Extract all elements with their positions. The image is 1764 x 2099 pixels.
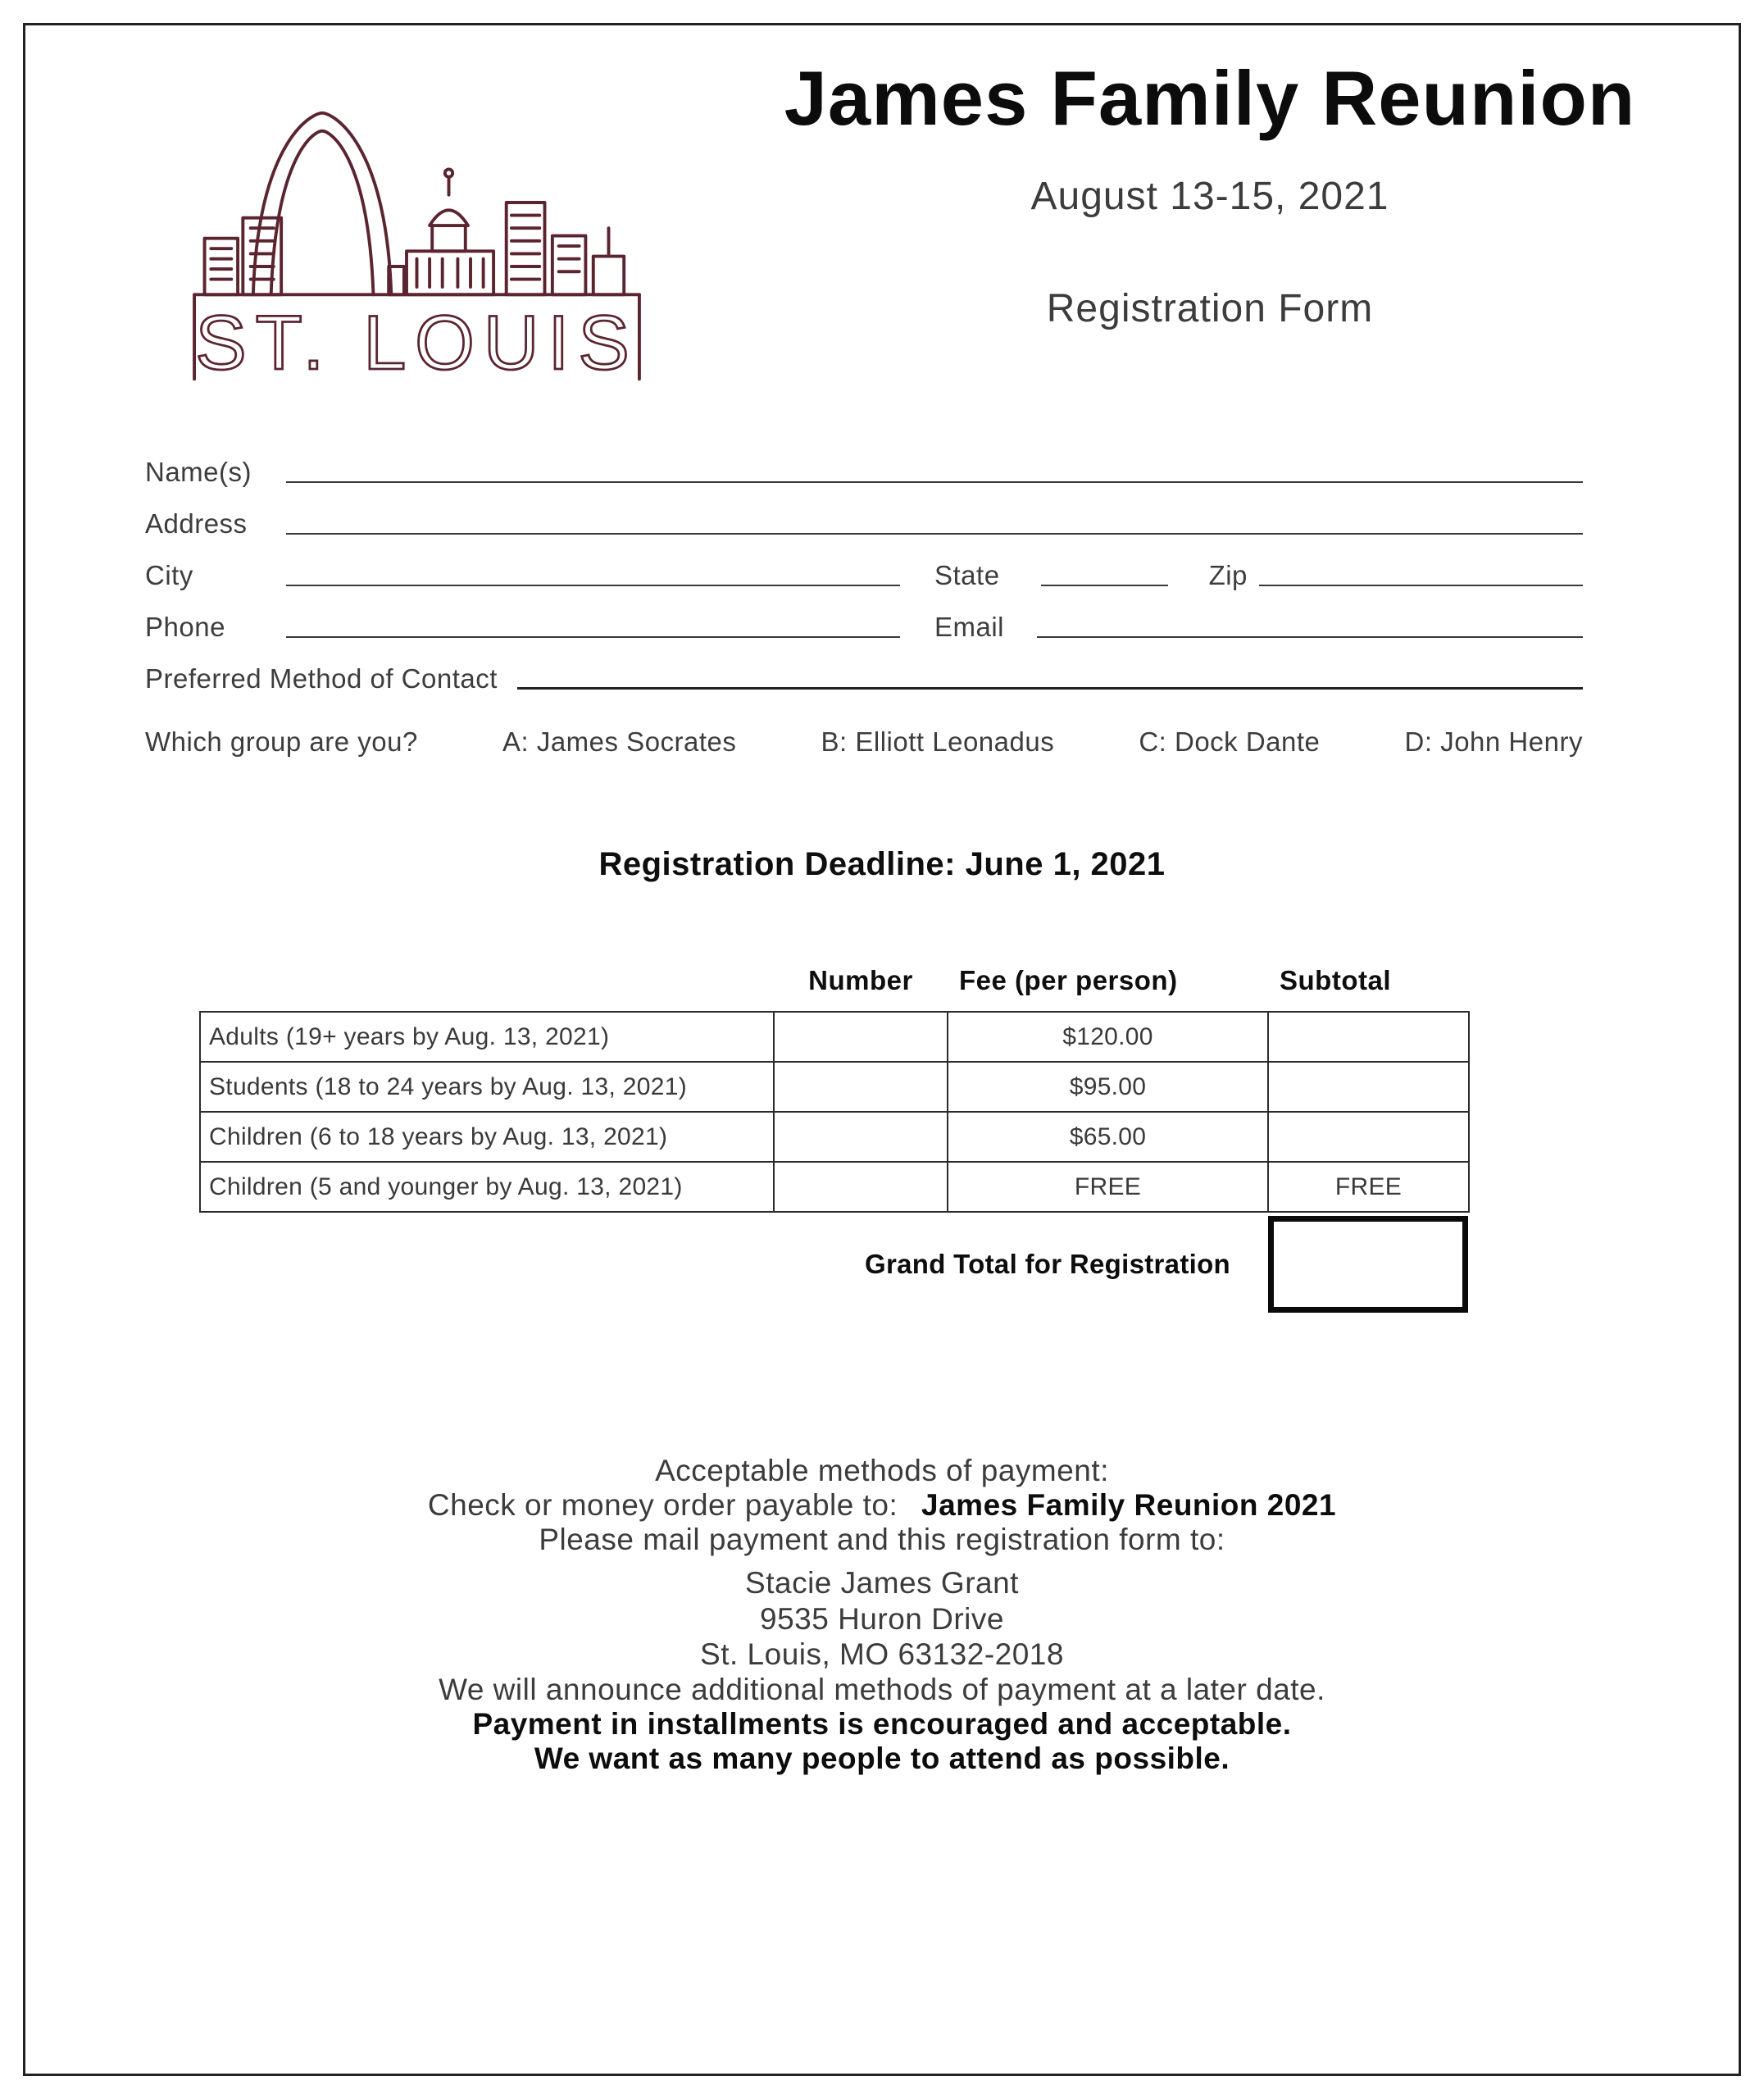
- mailing-address-street: 9535 Huron Drive: [760, 1601, 1004, 1636]
- address-row: [145, 487, 1583, 539]
- row-fee: FREE: [948, 1162, 1268, 1212]
- mail-instruction: Please mail payment and this registration form to:: [539, 1523, 1225, 1556]
- fee-table-header-row: [200, 955, 1469, 1012]
- announce-line: We will announce additional methods of payment at a later date.: [439, 1672, 1325, 1706]
- subtotal-header: Subtotal: [1280, 965, 1391, 995]
- contact-method-input-line[interactable]: [517, 687, 1583, 690]
- header-text-block: [739, 55, 1681, 331]
- group-question-row: [145, 694, 1583, 758]
- names-input-line[interactable]: [286, 481, 1583, 483]
- event-dates: August 13-15, 2021: [1030, 174, 1389, 218]
- check-payable-prefix: Check or money order payable to:: [427, 1488, 898, 1522]
- row-subtotal-cell[interactable]: [1268, 1062, 1469, 1112]
- grand-total-box[interactable]: [1268, 1216, 1468, 1313]
- contact-method-label: Preferred Method of Contact: [145, 663, 498, 694]
- form-name: Registration Form: [1046, 286, 1374, 330]
- table-row: [200, 1162, 1469, 1212]
- state-label: State: [934, 560, 1000, 590]
- table-row: [200, 1012, 1469, 1062]
- group-question: Which group are you?: [145, 726, 418, 757]
- email-input-line[interactable]: [1037, 636, 1583, 638]
- grand-total-row: [199, 1216, 1468, 1313]
- fee-table: [199, 955, 1470, 1213]
- names-row: [145, 435, 1583, 487]
- registration-form-page: [23, 23, 1741, 2076]
- address-label: Address: [145, 508, 248, 539]
- contact-fields: [25, 435, 1739, 758]
- check-payable-name: James Family Reunion 2021: [921, 1488, 1337, 1522]
- row-fee: $95.00: [948, 1062, 1268, 1112]
- table-row: [200, 1062, 1469, 1112]
- city-state-zip-row: [145, 539, 1583, 590]
- phone-label: Phone: [145, 612, 225, 642]
- row-number-cell[interactable]: [774, 1112, 948, 1162]
- state-input-line[interactable]: [1041, 585, 1168, 586]
- st-louis-skyline-logo: [185, 75, 648, 394]
- address-input-line[interactable]: [286, 533, 1583, 535]
- payment-section: [25, 1454, 1739, 1776]
- email-label: Email: [934, 612, 1005, 642]
- grand-total-label: Grand Total for Registration: [865, 1249, 1230, 1279]
- city-input-line[interactable]: [286, 585, 900, 586]
- names-label: Name(s): [145, 457, 252, 487]
- phone-input-line[interactable]: [286, 636, 900, 638]
- fee-header: Fee (per person): [959, 965, 1178, 995]
- city-label: City: [145, 560, 193, 590]
- payment-heading: Acceptable methods of payment:: [655, 1454, 1109, 1487]
- mailing-address-name: Stacie James Grant: [745, 1566, 1019, 1600]
- mailing-address: [25, 1565, 1739, 1673]
- group-option-b[interactable]: B: Elliott Leonadus: [821, 726, 1055, 757]
- row-fee: $65.00: [948, 1112, 1268, 1162]
- form-header: [25, 25, 1739, 403]
- attend-line: We want as many people to attend as possible.: [534, 1741, 1230, 1775]
- row-number-cell[interactable]: [774, 1062, 948, 1112]
- row-subtotal-cell[interactable]: [1268, 1012, 1469, 1062]
- row-fee: $120.00: [948, 1012, 1268, 1062]
- group-option-a[interactable]: A: James Socrates: [502, 726, 737, 757]
- row-category: Children (6 to 18 years by Aug. 13, 2021): [200, 1112, 774, 1162]
- mailing-address-city: St. Louis, MO 63132-2018: [700, 1637, 1064, 1672]
- installments-line: Payment in installments is encouraged and acceptable.: [472, 1706, 1292, 1741]
- row-number-cell[interactable]: [774, 1162, 948, 1212]
- row-category: Students (18 to 24 years by Aug. 13, 2021): [200, 1062, 774, 1112]
- number-header: Number: [808, 965, 913, 995]
- row-subtotal-cell[interactable]: [1268, 1112, 1469, 1162]
- phone-email-row: [145, 590, 1583, 642]
- group-option-d[interactable]: D: John Henry: [1404, 726, 1583, 757]
- category-header: [200, 955, 774, 1012]
- fee-table-wrap: [199, 955, 1468, 1213]
- zip-input-line[interactable]: [1259, 585, 1583, 586]
- logo-text: ST. LOUIS: [195, 298, 639, 385]
- row-category: Adults (19+ years by Aug. 13, 2021): [200, 1012, 774, 1062]
- contact-method-row: [145, 642, 1583, 694]
- row-category: Children (5 and younger by Aug. 13, 2021): [200, 1162, 774, 1212]
- check-payable-line: [25, 1488, 1739, 1523]
- registration-deadline: Registration Deadline: June 1, 2021: [598, 846, 1166, 882]
- zip-label: Zip: [1208, 560, 1248, 590]
- st-louis-skyline-icon: [185, 75, 648, 394]
- group-option-c[interactable]: C: Dock Dante: [1139, 726, 1321, 757]
- row-number-cell[interactable]: [774, 1012, 948, 1062]
- table-row: [200, 1112, 1469, 1162]
- row-subtotal-cell[interactable]: FREE: [1268, 1162, 1469, 1212]
- page-title: James Family Reunion: [784, 55, 1636, 141]
